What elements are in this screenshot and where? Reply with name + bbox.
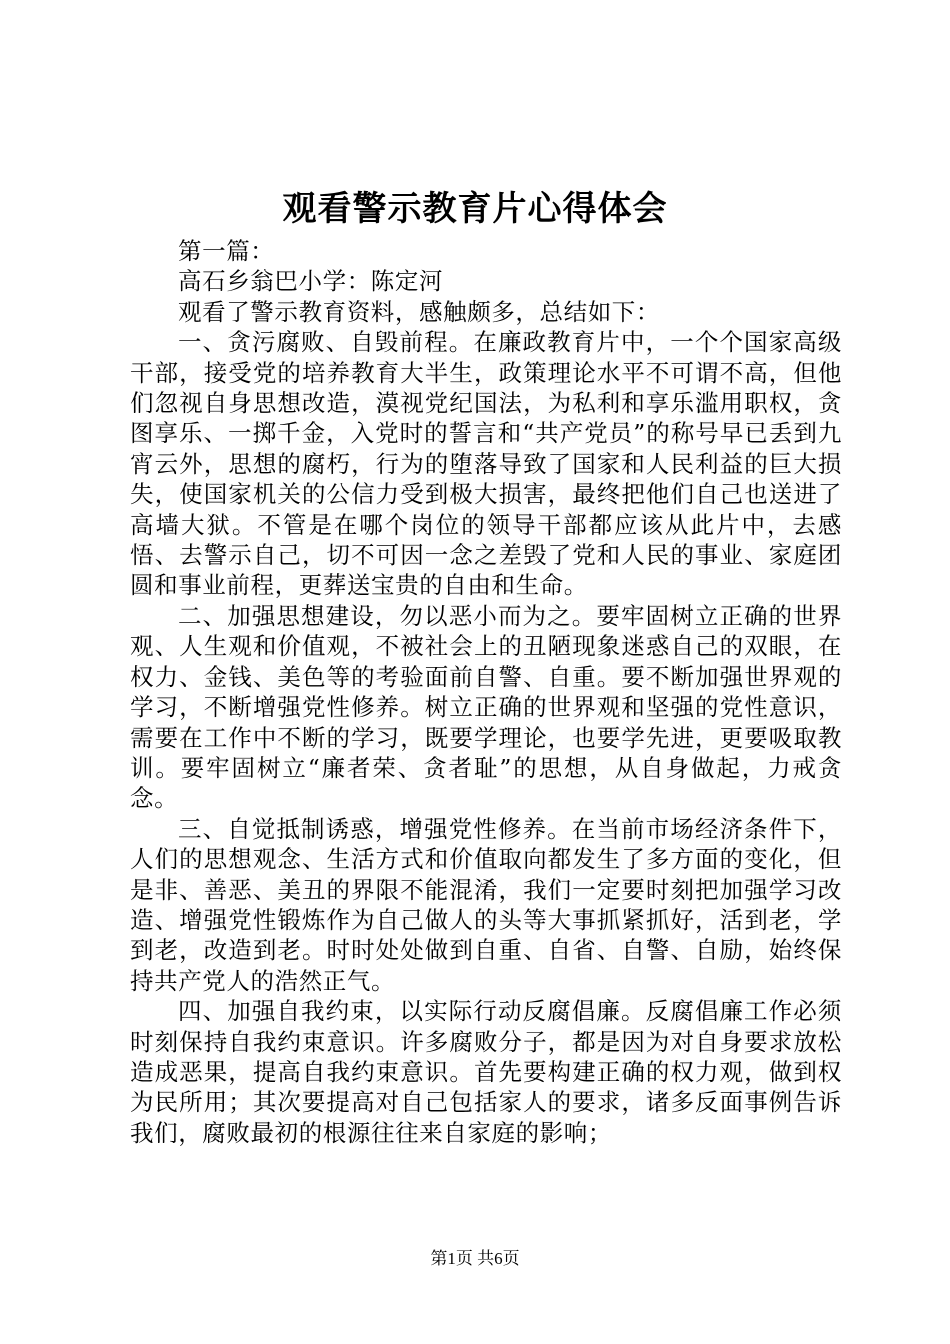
document-title: 观看警示教育片心得体会	[282, 189, 668, 229]
paragraph-point-1: 一、贪污腐败、自毁前程。在廉政教育片中，一个个国家高级干部，接受党的培养教育大半生，政策理论水平不可谓不高，但他们忽视自身思想改造，漠视党纪国法，为私利和享乐滥用职权，贪图享乐、一掷千金，入党时的誓言和“共产党员”的称号早已丢到九宵云外，思想的腐朽，行为的堕落导致了国家和人民利益的巨大损失，使国家机关的公信力受到极大损害，最终把他们自己也送进了高墙大狱。不管是在哪个岗位的领导干部都应该从此片中，去感悟、去警示自己，切不可因一念之差毁了党和人民的事业、家庭团圆和事业前程，更葬送宝贵的自由和生命。	[130, 328, 842, 600]
paragraph-point-3: 三、自觉抵制诱惑，增强党性修养。在当前市场经济条件下，人们的思想观念、生活方式和价值取向都发生了多方面的变化，但是非、善恶、美丑的界限不能混淆，我们一定要时刻把加强学习改造、增强党性锻炼作为自己做人的头等大事抓紧抓好，活到老，学到老，改造到老。时时处处做到自重、自省、自警、自励，始终保持共产党人的浩然正气。	[130, 814, 842, 995]
intro-paragraph: 观看了警示教育资料，感触颇多，总结如下：	[178, 297, 660, 326]
author-line: 高石乡翁巴小学：陈定河	[178, 267, 444, 296]
paragraph-point-4: 四、加强自我约束，以实际行动反腐倡廉。反腐倡廉工作必须时刻保持自我约束意识。许多腐败分子，都是因为对自身要求放松造成恶果，提高自我约束意识。首先要构建正确的权力观，做到权为民所用；其次要提高对自己包括家人的要求，诸多反面事例告诉我们，腐败最初的根源往往来自家庭的影响；	[130, 997, 842, 1147]
paragraph-point-2: 二、加强思想建设，勿以恶小而为之。要牢固树立正确的世界观、人生观和价值观，不被社会上的丑陋现象迷惑自己的双眼，在权力、金钱、美色等的考验面前自警、自重。要不断加强世界观的学习，不断增强党性修养。树立正确的世界观和坚强的党性意识，需要在工作中不断的学习，既要学理论，也要学先进，更要吸取教训。要牢固树立“廉者荣、贪者耻”的思想，从自身做起，力戒贪念。	[130, 601, 842, 813]
document-body	[130, 236, 842, 1148]
page-footer: 第1页 共6页	[430, 1249, 520, 1268]
section-heading: 第一篇：	[178, 237, 275, 265]
